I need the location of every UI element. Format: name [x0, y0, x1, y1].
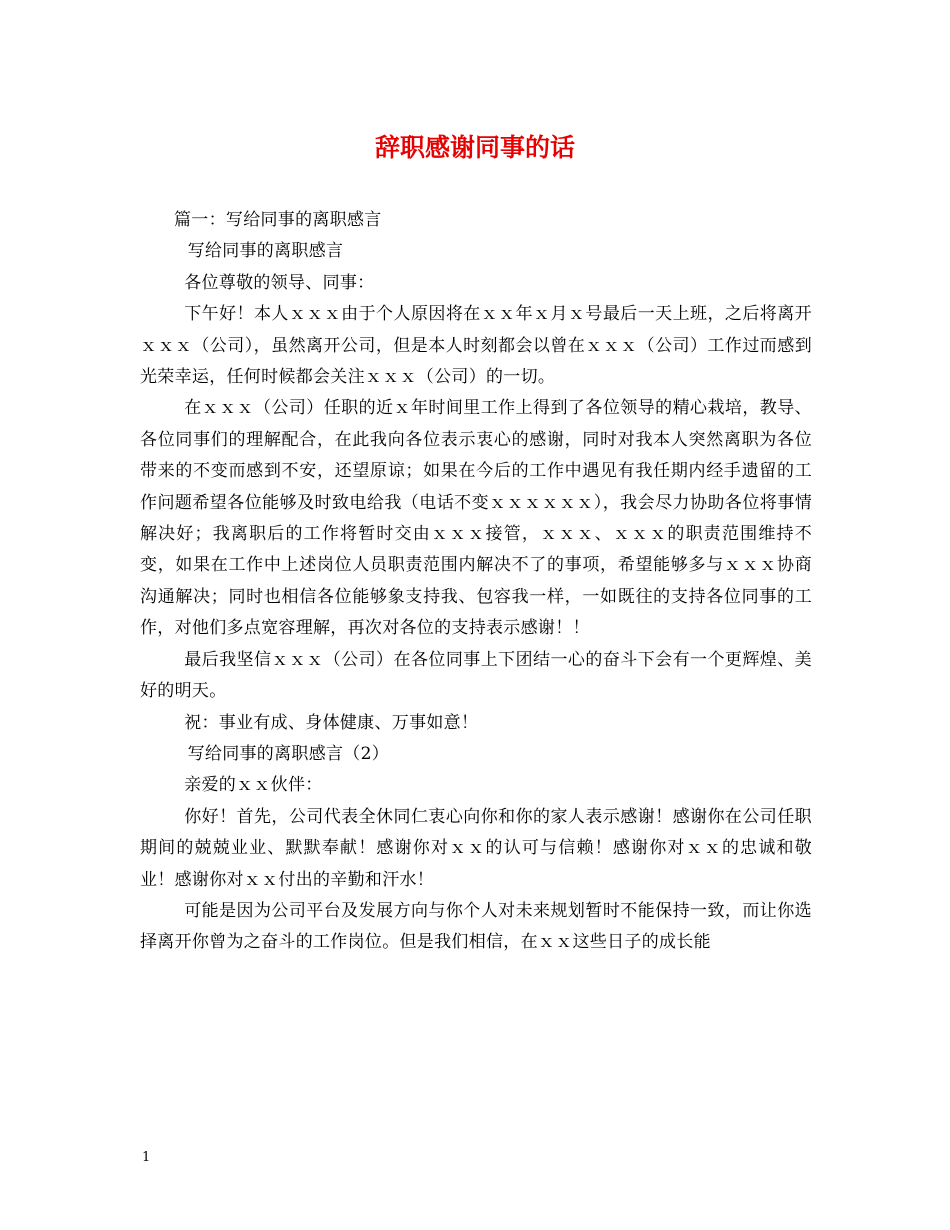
- document-title: 辞职感谢同事的话: [374, 133, 575, 162]
- page-number: 1: [142, 1150, 151, 1165]
- body-paragraph: 最后我坚信ｘｘｘ（公司）在各位同事上下团结一心的奋斗下会有一个更辉煌、美好的明天。: [140, 649, 812, 702]
- salutation: 亲爱的ｘｘ伙伴：: [184, 775, 323, 796]
- body-paragraph: 下午好！本人ｘｘｘ由于个人原因将在ｘｘ年ｘ月ｘ号最后一天上班，之后将离开ｘｘｘ（公司），虽然离开公司，但是本人时刻都会以曾在ｘｘｘ（公司）工作过而感到光荣幸运，任何时候都会关注ｘｘｘ（公司）的一切。: [140, 304, 812, 388]
- closing-wishes: 祝：事业有成、身体健康、万事如意！: [184, 712, 479, 733]
- subsection-heading: 写给同事的离职感言: [187, 241, 344, 262]
- body-paragraph: 在ｘｘｘ（公司）任职的近ｘ年时间里工作上得到了各位领导的精心栽培，教导、各位同事们的理解配合，在此我向各位表示衷心的感谢，同时对我本人突然离职为各位带来的不变而感到不安，还望原谅；如果在今后的工作中遇见有我任期内经手遗留的工作问题希望各位能够及时致电给我（电话不变ｘｘｘｘｘｘ），我会尽力协助各位将事情解决好；我离职后的工作将暂时交由ｘｘｘ接管，ｘｘｘ、ｘｘｘ的职责范围维持不变，如果在工作中上述岗位人员职责范围内解决不了的事项，希望能够多与ｘｘｘ协商沟通解决；同时也相信各位能够象支持我、包容我一样，一如既往的支持各位同事的工作，对他们多点宽容理解，再次对各位的支持表示感谢！！: [140, 398, 812, 639]
- salutation: 各位尊敬的领导、同事：: [184, 272, 375, 293]
- subsection-heading: 写给同事的离职感言（2）: [187, 743, 390, 764]
- body-paragraph: 可能是因为公司平台及发展方向与你个人对未来规划暂时不能保持一致，而让你选择离开你曾为之奋斗的工作岗位。但是我们相信，在ｘｘ这些日子的成长能: [140, 900, 812, 953]
- body-paragraph: 你好！首先，公司代表全休同仁衷心向你和你的家人表示感谢！感谢你在公司任职期间的兢兢业业、默默奉献！感谢你对ｘｘ的认可与信赖！感谢你对ｘｘ的忠诚和敬业！感谢你对ｘｘ付出的辛勤和汗水！: [140, 806, 812, 890]
- section-heading: 篇一：写给同事的离职感言: [174, 210, 382, 230]
- document-body: [140, 205, 812, 959]
